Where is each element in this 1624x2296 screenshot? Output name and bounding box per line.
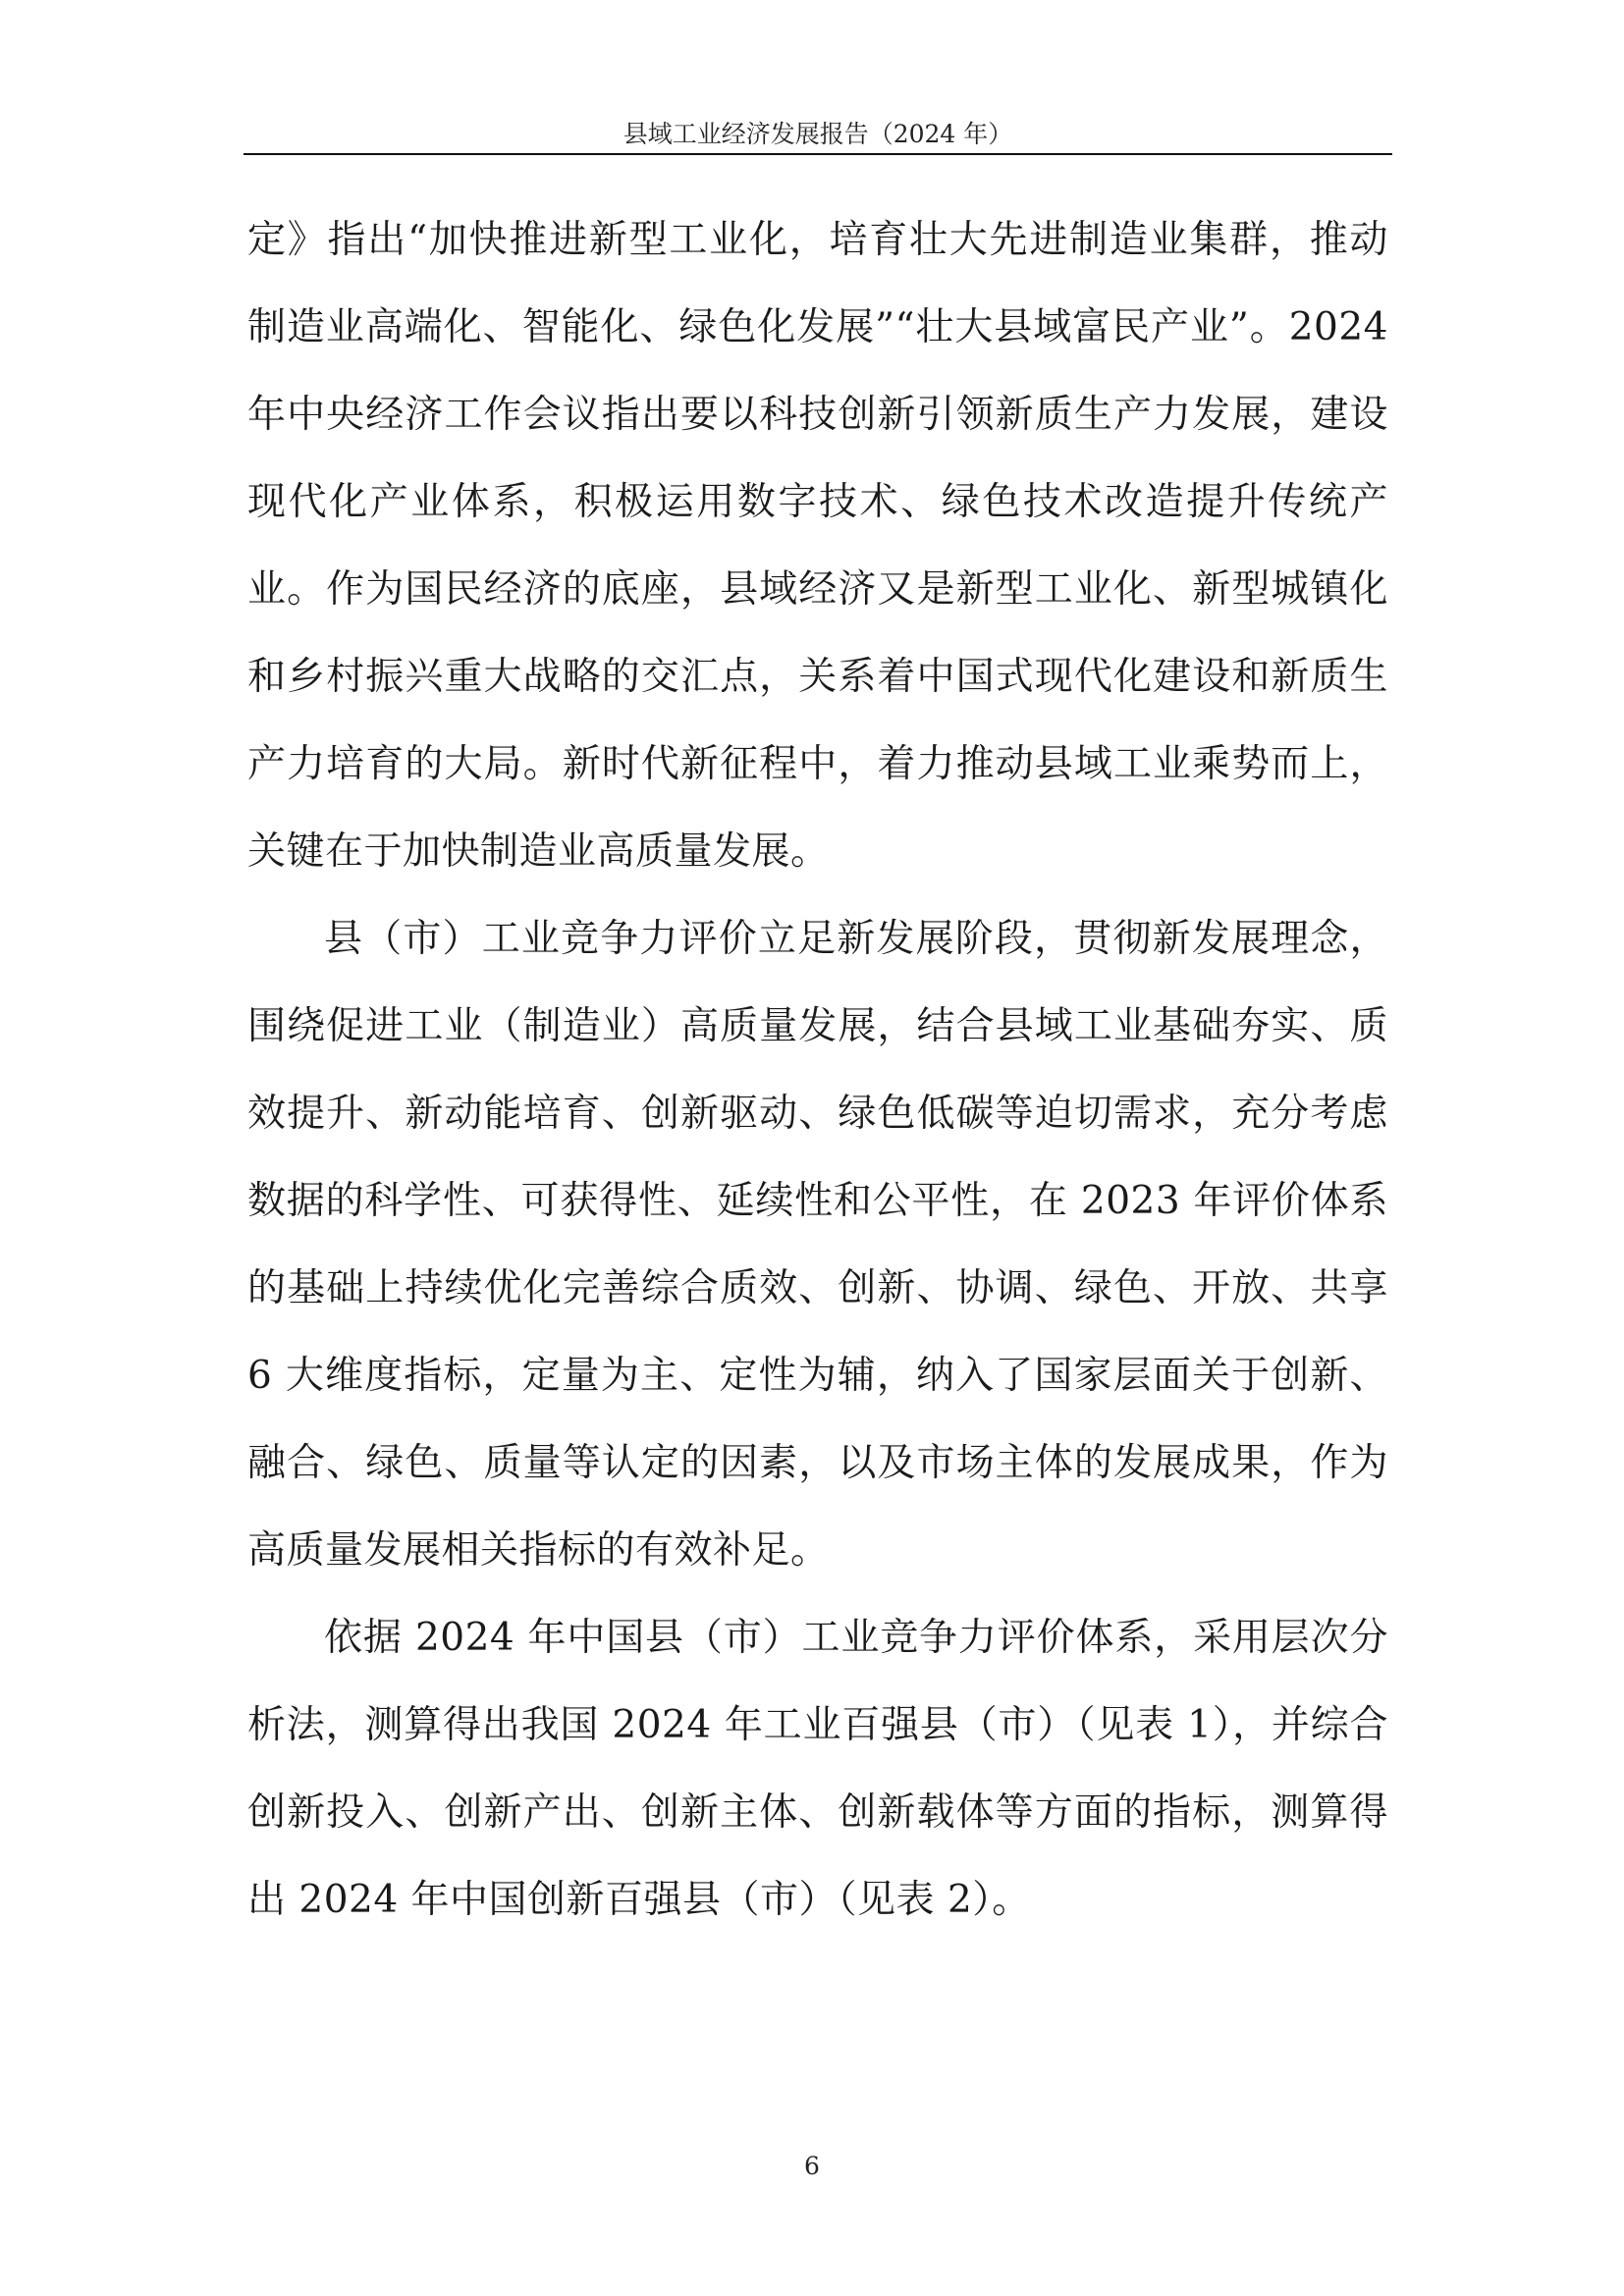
paragraph-continued: 定》指出“加快推进新型工业化，培育壮大先进制造业集群，推动制造业高端化、智能化、绿色化发展”“壮大县域富民产业”。2024 年中央经济工作会议指出要以科技创新引领新质生产力发展，建设现代化产业体系，积极运用数字技术、绿色技术改造提升传统产业。作为国民经济的底座，县域经济又是新型工业化、新型城镇化和乡村振兴重大战略的交汇点，关系着中国式现代化建设和新质生产力培育的大局。新时代新征程中，着力推动县域工业乘势而上，关键在于加快制造业高质量发展。 <box>247 218 1388 874</box>
paragraph-evaluation-system: 县（市）工业竞争力评价立足新发展阶段，贯彻新发展理念，围绕促进工业（制造业）高质量发展，结合县域工业基础夯实、质效提升、新动能培育、创新驱动、绿色低碳等迫切需求，充分考虑数据的科学性、可获得性、延续性和公平性，在 2023 年评价体系的基础上持续优化完善综合质效、创新、协调、绿色、开放、共享 6 大维度指标，定量为主、定性为辅，纳入了国家层面关于创新、融合、绿色、质量等认定的因素，以及市场主体的发展成果，作为高质量发展相关指标的有效补足。 <box>247 917 1388 1573</box>
page-number: 6 <box>804 2152 820 2180</box>
header-divider <box>244 153 1392 155</box>
document-body <box>247 196 1388 1944</box>
running-header: 县域工业经济发展报告（2024 年） <box>623 120 1013 148</box>
paragraph-rankings: 依据 2024 年中国县（市）工业竞争力评价体系，采用层次分析法，测算得出我国 2024 年工业百强县（市）（见表 1），并综合创新投入、创新产出、创新主体、创新载体等方面的指标，测算得出 2024 年中国创新百强县（市）（见表 2）。 <box>247 1616 1388 1922</box>
